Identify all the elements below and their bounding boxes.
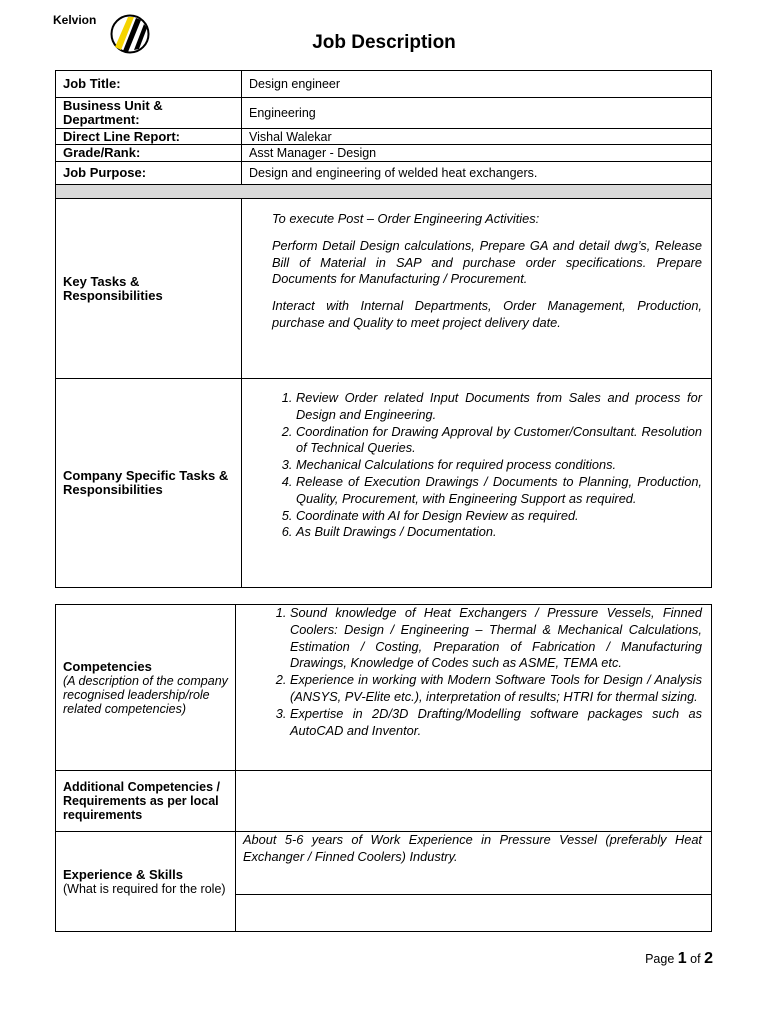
page-title: Job Description <box>312 32 456 53</box>
competencies-sublabel: (A description of the company recognised leadership/role related competencies) <box>63 673 228 716</box>
business-unit-value: Engineering <box>242 98 712 129</box>
grade-value: Asst Manager - Design <box>242 145 712 162</box>
job-title-value: Design engineer <box>242 71 712 98</box>
competencies-label-cell <box>56 605 236 771</box>
experience-empty-cell <box>236 895 712 932</box>
job-title-label: Job Title: <box>56 71 242 98</box>
list-item: 3. Mechanical Calculations for required process conditions. <box>296 457 702 474</box>
competencies-label: Competencies <box>63 658 152 674</box>
page-total: 2 <box>704 950 713 967</box>
business-unit-label: Business Unit & Department: <box>56 98 242 129</box>
page-number: 1 <box>677 950 687 967</box>
competencies-list <box>266 605 702 739</box>
list-item: 1. Review Order related Input Documents from Sales and process for Design and Engineering. <box>296 390 702 424</box>
direct-line-label: Direct Line Report: <box>56 129 242 145</box>
key-task-paragraph: Perform Detail Design calculations, Prepare GA and detail dwg’s, Release Bill of Material in SAP and purchase order specifications. Prepare Documents for Manufacturing / Procurement. <box>272 237 702 287</box>
experience-label-cell <box>56 832 236 932</box>
page-word: Page <box>645 952 675 966</box>
company-tasks-cell <box>242 379 712 588</box>
gray-divider-row <box>56 185 712 199</box>
additional-competencies-value <box>236 771 712 832</box>
competencies-table <box>55 604 712 932</box>
job-purpose-label: Job Purpose: <box>56 162 242 185</box>
job-info-table <box>55 70 712 588</box>
list-item: 6. As Built Drawings / Documentation. <box>296 524 702 541</box>
list-item: 3. Expertise in 2D/3D Drafting/Modelling software packages such as AutoCAD and Inventor. <box>290 706 702 740</box>
list-item: 2. Experience in working with Modern Software Tools for Design / Analysis (ANSYS, PV-Elite etc.), interpretation of results; HTRI for thermal sizing. <box>290 672 702 706</box>
company-tasks-list <box>272 390 702 541</box>
list-item: 1. Sound knowledge of Heat Exchangers / Pressure Vessels, Finned Coolers: Design / Engineering – Thermal & Mechanical Calculations, Estimation / Costing, Preparation of Fabrication / Manufacturing Drawings, Knowledge of Codes such as ASME, TEMA etc. <box>290 605 702 672</box>
experience-sublabel: (What is required for the role) <box>63 881 226 896</box>
key-tasks-cell <box>242 199 712 379</box>
experience-label: Experience & Skills <box>63 866 183 882</box>
of-word: of <box>690 952 701 966</box>
list-item: 2. Coordination for Drawing Approval by Customer/Consultant. Resolution of Technical Queries. <box>296 424 702 458</box>
competencies-cell <box>236 605 712 771</box>
direct-line-value: Vishal Walekar <box>242 129 712 145</box>
page-footer <box>645 950 713 968</box>
list-item: 4. Release of Execution Drawings / Documents to Planning, Production, Quality, Procurement, with Engineering Support as required. <box>296 474 702 508</box>
experience-value: About 5-6 years of Work Experience in Pressure Vessel (preferably Heat Exchanger / Finned Coolers) Industry. <box>236 832 712 895</box>
logo-text: Kelvion <box>53 13 97 27</box>
job-purpose-value: Design and engineering of welded heat exchangers. <box>242 162 712 185</box>
grade-label: Grade/Rank: <box>56 145 242 162</box>
company-tasks-label: Company Specific Tasks & Responsibilities <box>56 379 242 588</box>
additional-competencies-label: Additional Competencies / Requirements as per local requirements <box>56 771 236 832</box>
key-tasks-label: Key Tasks & Responsibilities <box>56 199 242 379</box>
list-item: 5. Coordinate with AI for Design Review as required. <box>296 508 702 525</box>
key-task-paragraph: Interact with Internal Departments, Order Management, Production, purchase and Quality to meet project delivery date. <box>272 298 702 330</box>
key-task-paragraph: To execute Post – Order Engineering Activities: <box>272 211 540 226</box>
